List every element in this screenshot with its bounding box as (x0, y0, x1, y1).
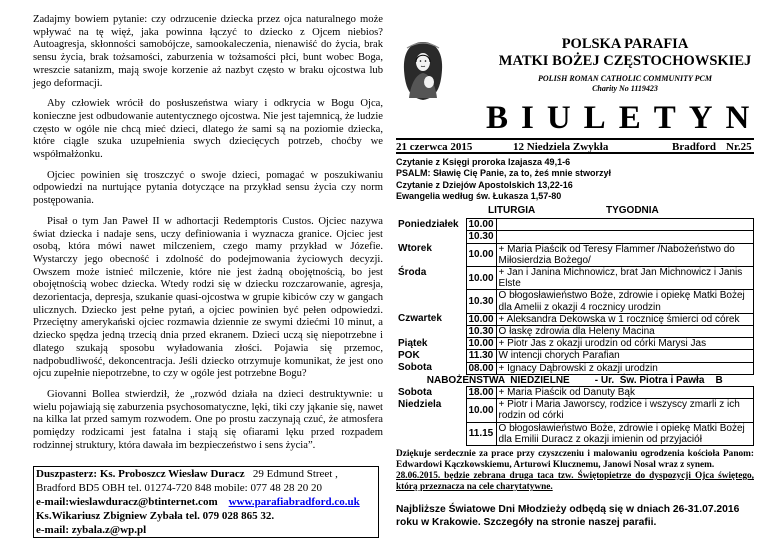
liturgy-row (396, 267, 754, 290)
vicar-line: Ks.Wikariusz Zbigniew Zybała tel. 079 028 865 32. (36, 510, 275, 522)
liturgy-row (396, 350, 754, 362)
liturgy-intent: O błogosławieństwo Boże, zdrowie i opiekę Matki Bożej dla Amelii z okazji 4 rocznicy urodzin (496, 290, 753, 313)
readings (396, 154, 754, 202)
date: 21 czerwca 2015 (396, 141, 473, 153)
liturgy-time: 10.00 (466, 243, 496, 266)
liturgy-intent: O łaskę zdrowia dla Heleny Macina (496, 326, 753, 338)
liturgy-intent: O błogosławieństwo Boże, zdrowie i opiekę Matki Bożej dla Emilii Duracz z okazji imienin od przyjaciół (496, 422, 753, 445)
article-paragraph: Giovanni Bollea stwierdził, że „rozwód działa na dzieci destruktywnie: u wielu pojawiają się zaburzenia psychosomatyczne, lęki, tiki czy jąkanie się, nawet na kilka lat przed samym rozwodem. One po prostu zaczynają czuć, że atmosfera pomiędzy rodzicami jest fatalna i stają się ofiarami lęku przed rozpadem rodzinnej struktury, która dawała im bezpieczeństwo i sens życia”. (33, 388, 383, 451)
parish-title-2: MATKI BOŻEJ CZĘSTOCHOWSKIEJ (498, 53, 752, 69)
liturgy-time: 11.30 (466, 350, 496, 362)
article-paragraph: Ojciec powinien się troszczyć o swoje dzieci, pomagać w poszukiwaniu odpowiedzi na nurtujące pytania dotyczące na przykład sensu życia czy norm postępowania. (33, 169, 383, 207)
email-line: e-mail:wieslawduracz@btinternet.com www.parafiabradford.co.uk (36, 496, 360, 508)
bulletin-title: BIULETYN (486, 100, 763, 136)
youth-day-note: Najbliższe Światowe Dni Młodzieży odbędą się w dniach 26-31.07.2016 roku w Krakowie. Szczegóły na stronie naszej parafii. (396, 504, 740, 529)
parish-subtitle: POLISH ROMAN CATHOLIC COMMUNITY PCM (538, 74, 712, 83)
liturgy-time: 18.00 (466, 387, 496, 399)
liturgy-intent (496, 219, 753, 231)
pastor-line: Duszpasterz: Ks. Proboszcz Wiesław Duracz 29 Edmund Street , (36, 468, 338, 480)
liturgy-intent (496, 231, 753, 243)
sunday-header-row (396, 374, 754, 386)
liturgy-day: Wtorek (398, 243, 432, 255)
article-paragraph: Aby człowiek wrócił do posłuszeństwa wiary i odkrycia w Bogu Ojca, konieczne jest odbudowanie autentycznego ojcostwa. Nie jest tajemnicą, że ludzie często w ogóle nie chcą mieć dzieci, dlatego że sami są na poziomie dziecka, które ciągle szuka uzupełnienia swych dziecięcych potrzeb, choćby we współmałżonku. (33, 98, 383, 161)
liturgy-day: Czwartek (398, 313, 442, 325)
liturgy-intent: + Piotr i Maria Jaworscy, rodzice i wszyscy zmarli z ich rodzin od córki (496, 399, 753, 422)
dateline (396, 138, 754, 154)
liturgy-time: 10.00 (466, 338, 496, 350)
reading-line: Ewangelia według św. Łukasza 1,57-80 (396, 190, 562, 201)
liturgy-intent: + Maria Piaścik od Danuty Bąk (496, 387, 753, 399)
liturgy-time: 10.00 (466, 219, 496, 231)
announcements (396, 449, 754, 493)
liturgy-row (396, 362, 754, 374)
liturgy-title: LITURGIA TYGODNIA (488, 205, 659, 217)
liturgy-time: 10.30 (466, 290, 496, 313)
contact-box (33, 466, 379, 538)
liturgy-row (396, 231, 754, 243)
liturgy-time: 10.00 (466, 399, 496, 422)
liturgy-day (396, 290, 466, 313)
liturgy-day (396, 326, 466, 338)
liturgy-time: 10.30 (466, 326, 496, 338)
article-column (33, 14, 383, 461)
liturgy-intent: + Ignacy Dąbrowski z okazji urodzin (496, 362, 753, 374)
liturgy-intent: + Jan i Janina Michnowicz, brat Jan Michnowicz i Janis Elste (496, 267, 753, 290)
address-line: Bradford BD5 OBH tel. 01274-720 848 mobile: 077 48 28 20 20 (36, 482, 322, 494)
liturgy-day: POK (398, 349, 420, 361)
liturgy-intent: + Aleksandra Dekowska w 1 rocznicę śmierci od córek (496, 313, 753, 325)
website-link[interactable]: www.parafiabradford.co.uk (228, 496, 360, 508)
liturgy-time: 11.15 (466, 422, 496, 445)
liturgy-time: 10.00 (466, 313, 496, 325)
liturgy-row (396, 326, 754, 338)
liturgy-day (396, 422, 466, 445)
vicar-email-line: e-mail: zybala.z@wp.pl (36, 524, 147, 536)
liturgy-row (396, 387, 754, 399)
parish-title: POLSKA PARAFIA (561, 36, 689, 52)
madonna-icon (399, 40, 447, 102)
liturgy-day: Środa (398, 266, 427, 278)
article-paragraph: Zadajmy bowiem pytanie: czy odrzucenie dziecka przez ojca naturalnego może wpływać na tę więź, jaka powinna łączyć to dziecko z Ojcem niebios? Autoagresja, skłonności samobójcze, samookaleczenia, nienawiść do życia, brak sensu życia, brak tożsamości, zaburzenia w tożsamości płci, bunt wobec Boga, wreszcie satanizm, mają swoje korzenie aż nazbyt często w braku ojcostwa lub jego deformacji. (33, 14, 383, 89)
city: Bradford (672, 141, 716, 153)
liturgy-intent: W intencji chorych Parafian (496, 350, 753, 362)
liturgy-day: Niedziela (398, 398, 442, 410)
liturgy-row (396, 219, 754, 231)
liturgy-row (396, 290, 754, 313)
reading-line: Czytanie z Księgi proroka Izajasza 49,1-6 (396, 157, 571, 167)
liturgy-table (396, 218, 754, 446)
issue-number: Nr.25 (726, 141, 752, 153)
liturgy-intent: + Maria Piaścik od Teresy Flammer /Nabożeństwo do Miłosierdzia Bożego/ (496, 243, 753, 266)
liturgy-time: 10.00 (466, 267, 496, 290)
liturgy-row (396, 243, 754, 266)
reading-line: Czytanie z Dziejów Apostolskich 13,22-16 (396, 179, 573, 190)
parish-name (496, 36, 754, 94)
bulletin-header (396, 14, 763, 136)
charity-number: Charity No 1119423 (592, 84, 658, 93)
liturgy-time: 10.30 (466, 231, 496, 243)
liturgy-intent: + Piotr Jas z okazji urodzin od córki Marysi Jas (496, 338, 753, 350)
liturgy-day: Sobota (398, 362, 432, 374)
thanks-note: Dziękuje serdecznie za prace przy czyszczeniu i malowaniu ogrodzenia kościoła Panom: Edwardowi Kączkowskiemu, Arturowi Klucznemu, Janowi Nosal wraz z synem. (396, 449, 754, 471)
liturgy-row (396, 422, 754, 445)
liturgy-day: Piątek (398, 337, 428, 349)
liturgy-day (396, 231, 466, 243)
liturgy-row (396, 313, 754, 325)
article-paragraph: Pisał o tym Jan Paweł II w adhortacji Redemptoris Custos. Ojciec nazywa świat dziecka i nadaje sens, uczy definiowania i wyznacza granice. Ojciec jest osobą, która mówi nawet milczeniem, czego mamy przykład w Józefie. Wystarczy jego obecność i zdolność do podejmowania życiowych decyzji. Owszem może istnieć milczenie, które nie jest żadną obojętnością, bo jest obojętnością wobec dziecka. Wtedy rodzi się w dziecku rozczarowanie, agresja, dezorientacja, depresja, szukanie quasi-ojcostwa w grupie kibiców czy w gangach ulicznych. Dziecko jest pełne pytań, a ojciec powinien być pełen odpowiedzi. Przeciętny amerykański ojciec rozmawia dziennie ze swymi dziećmi 10 minut, a dziecko spędza jedną trzecią dnia przed ekranem. Dzieci uczą się niepotrzebne i dlatego szukają sposobu wyładowania złości. Pojawia się przemoc, nadpobudliwość, dekoncentracja. Jeśli dziecko otrzymuje komunikat, że jest ono ojcu zupełnie niepotrzebne, to czy w ogóle jest potrzebne Bogu? (33, 215, 383, 380)
collection-note: 28.06.2015. będzie zebrana druga taca tzw. Świętopietrze do dyspozycji Ojca świętego, którą przeznacza na cele charytatywne. (396, 471, 754, 493)
bulletin-column (396, 14, 763, 529)
liturgy-time: 08.00 (466, 362, 496, 374)
liturgy-day: Sobota (398, 386, 432, 398)
liturgy-row (396, 338, 754, 350)
sunday-header: NABOŻEŃSTWA NIEDZIELNE - Ur. Św. Piotra i Pawła B (426, 374, 723, 386)
liturgy-day: Poniedziałek (398, 218, 459, 230)
reading-line: PSALM: Sławię Cię Panie, za to, żeś mnie stworzył (396, 168, 612, 179)
liturgy-row (396, 399, 754, 422)
sunday-name: 12 Niedziela Zwykła (513, 141, 609, 153)
